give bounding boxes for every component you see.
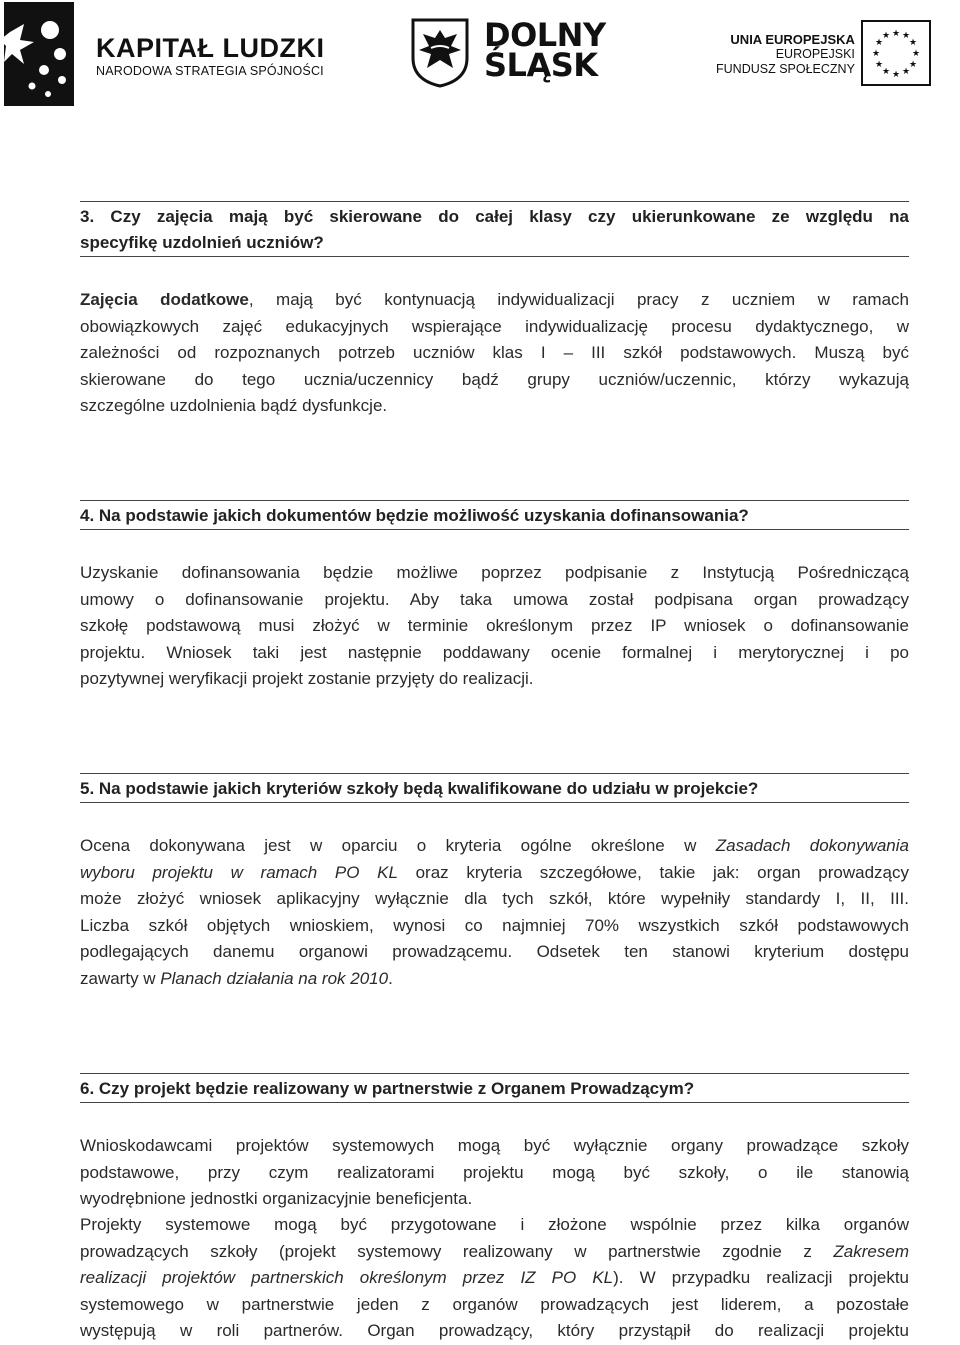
section-4-line1: Uzyskanie dofinansowania będzie możliwe poprzez podpisanie z Instytucją Pośredniczącą <box>80 563 909 582</box>
section-6-p1-line2: podstawowe, przy czym realizatorami projektu mogą być szkoły, o ile stanowią <box>80 1162 909 1182</box>
dolny-slask-crest-icon <box>411 18 469 88</box>
svg-text:★: ★ <box>908 60 918 70</box>
section-5-line6 <box>80 966 909 993</box>
eu-line1: UNIA EUROPEJSKA <box>730 32 855 47</box>
kapital-ludzki-subtitle: NARODOWA STRATEGIA SPÓJNOŚCI <box>96 64 324 78</box>
svg-text:★: ★ <box>881 67 891 77</box>
section-5-heading-text: 5. Na podstawie jakich kryteriów szkoły będą kwalifikowane do udziału w projekcie? <box>80 776 909 803</box>
kapital-ludzki-title: KAPITAŁ LUDZKI <box>96 33 325 63</box>
section-6-heading <box>80 1073 909 1103</box>
section-4-line4: projektu. Wniosek taki jest następnie poddawany ocenie formalnej i merytorycznej i po <box>80 642 909 662</box>
page-header <box>0 0 960 110</box>
section-3-line1 <box>80 287 909 314</box>
svg-text:★: ★ <box>874 60 884 70</box>
section-3-heading <box>80 201 909 257</box>
section-3-line5: szczególne uzdolnienia bądź dysfunkcje. <box>80 396 388 415</box>
section-6-p2-line2 <box>80 1239 909 1266</box>
section-6-p1-line1: Wnioskodawcami projektów systemowych mogą być wyłącznie organy prowadzące szkoły <box>80 1136 909 1155</box>
section-5-line6-italic: Planach działania na rok 2010 <box>160 968 389 988</box>
dolny-slask-line2: ŚLĄSK <box>484 46 598 84</box>
svg-text:★: ★ <box>901 67 911 77</box>
section-4-heading <box>80 500 909 530</box>
section-4-heading-text: 4. Na podstawie jakich dokumentów będzie możliwość uzyskania dofinansowania? <box>80 503 909 530</box>
section-3-heading-line1: 3. Czy zajęcia mają być skierowane do całej klasy czy ukierunkowane ze względu na <box>80 207 909 226</box>
svg-text:★: ★ <box>874 38 884 48</box>
section-6-heading-text: 6. Czy projekt będzie realizowany w partnerstwie z Organem Prowadzącym? <box>80 1076 909 1103</box>
section-5-line2-text: oraz kryteria szczegółowe, takie jak: organ prowadzący <box>397 862 910 882</box>
section-3-line1-rest: , mają być kontynuacją indywidualizacji pracy z uczniem w ramach <box>248 290 909 309</box>
section-5-line1 <box>80 833 909 860</box>
eu-line2: EUROPEJSKI <box>775 47 855 61</box>
section-3-line2: obowiązkowych zajęć edukacyjnych wspierające indywidualizację procesu dydaktycznego, w <box>80 316 909 336</box>
section-4-line3: szkołę podstawową musi złożyć w terminie określonym przez IP wniosek o dofinansowanie <box>80 616 909 635</box>
eu-flag-icon <box>861 20 931 86</box>
dolny-slask-line1: DOLNY <box>484 16 606 54</box>
eu-text <box>716 32 855 77</box>
svg-text:★: ★ <box>891 29 901 39</box>
section-3-paragraph <box>80 287 909 420</box>
section-5-line2 <box>80 860 909 887</box>
svg-text:★: ★ <box>871 49 881 59</box>
section-6-p2-line3-text: ). W przypadku realizacji projektu <box>613 1268 909 1287</box>
eu-line3: FUNDUSZ SPOŁECZNY <box>716 62 855 76</box>
section-5-line1-text: Ocena dokonywana jest w oparciu o kryteria ogólne określone w <box>80 836 716 855</box>
section-6-paragraph-2 <box>80 1212 909 1345</box>
section-6-p2-line3-italic: realizacji projektów partnerskich określonym przez IZ PO KL <box>80 1268 614 1287</box>
svg-text:★: ★ <box>908 38 918 48</box>
section-5-line4: Liczba szkół objętych wnioskiem, wynosi co najmniej 70% wszystkich szkół podstawowych <box>80 915 909 935</box>
section-6-p2-line4: systemowego w partnerstwie jeden z organów prowadzących jest liderem, a pozostałe <box>80 1294 909 1314</box>
section-5-line6-text: zawarty w <box>80 968 161 988</box>
section-5-heading <box>80 773 909 803</box>
section-6-p2-line1: Projekty systemowe mogą być przygotowane i złożone wspólnie przez kilka organów <box>80 1215 909 1234</box>
section-6-p2-line5: występują w roli partnerów. Organ prowadzący, który przystąpił do realizacji projektu <box>80 1321 909 1340</box>
dolny-slask-text <box>484 16 606 84</box>
svg-text:★: ★ <box>881 31 891 41</box>
section-4-line2: umowy o dofinansowanie projektu. Aby taka umowa został podpisana organ prowadzący <box>80 589 909 609</box>
section-5-paragraph <box>80 833 909 992</box>
section-6-p1-line3: wyodrębnione jednostki organizacyjnie beneficjenta. <box>80 1189 473 1208</box>
kapital-ludzki-logo-icon <box>4 2 84 106</box>
section-3-bold-term: Zajęcia dodatkowe <box>80 290 249 309</box>
svg-text:★: ★ <box>911 49 921 59</box>
kapital-ludzki-text <box>96 34 324 78</box>
section-5-line5: podlegających danemu organowi prowadzącemu. Odsetek ten stanowi kryterium dostępu <box>80 942 909 961</box>
section-5-line1-italic: Zasadach dokonywania <box>715 836 909 855</box>
section-5-line3: może złożyć wniosek aplikacyjny wyłącznie dla tych szkół, które wypełniły standardy I, II, III. <box>80 889 909 908</box>
section-4-line5: pozytywnej weryfikacji projekt zostanie przyjęty do realizacji. <box>80 669 534 688</box>
section-5-line6-end: . <box>388 968 393 988</box>
svg-text:★: ★ <box>901 31 911 41</box>
section-6-paragraph-1 <box>80 1133 909 1213</box>
section-5-line2-italic: wyboru projektu w ramach PO KL <box>80 862 398 882</box>
section-3-heading-line2: specyfikę uzdolnień uczniów? <box>80 230 909 257</box>
section-3-line4: skierowane do tego ucznia/uczennicy bądź grupy uczniów/uczennic, którzy wykazują <box>80 369 909 389</box>
section-6-p2-line2-italic: Zakresem <box>833 1241 909 1261</box>
section-3-line3: zależności od rozpoznanych potrzeb uczniów klas I – III szkół podstawowych. Muszą być <box>80 343 909 362</box>
svg-text:★: ★ <box>891 70 901 80</box>
section-6-p2-line2-text: prowadzących szkoły (projekt systemowy realizowany w partnerstwie zgodnie z <box>80 1241 834 1261</box>
section-6-p2-line3 <box>80 1265 909 1292</box>
section-4-paragraph <box>80 560 909 693</box>
